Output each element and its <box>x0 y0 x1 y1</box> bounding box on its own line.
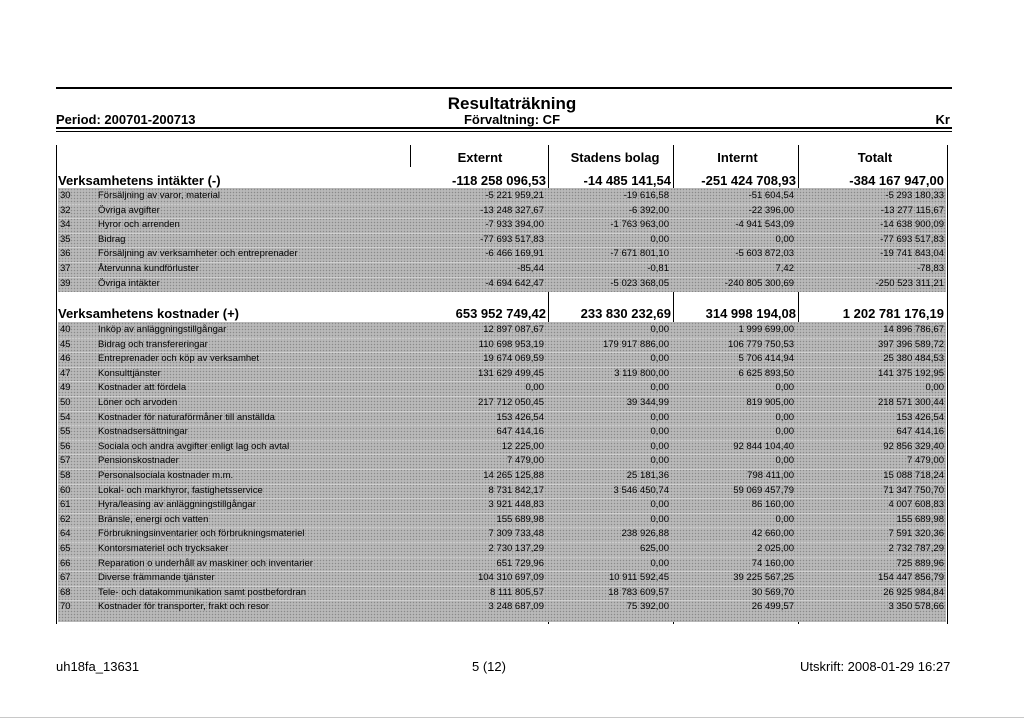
value-externt: 131 629 499,45 <box>477 367 544 379</box>
table-row <box>58 586 946 601</box>
account-code: 65 <box>60 543 71 554</box>
row-separator <box>58 204 946 205</box>
table-row <box>58 218 946 233</box>
row-separator <box>58 513 946 514</box>
table-row <box>58 396 946 411</box>
row-separator <box>58 425 946 426</box>
value-externt: 12 897 087,67 <box>483 324 544 335</box>
col-header-stadens-bolag: Stadens bolag <box>570 150 660 165</box>
value-externt: 8 731 842,17 <box>488 484 544 496</box>
value-totalt: 141 375 192,95 <box>877 367 944 379</box>
value-stadens-bolag: 75 392,00 <box>626 601 669 613</box>
account-label: Entreprenader och köp av verksamhet <box>98 353 260 365</box>
account-code: 49 <box>60 382 71 394</box>
account-code: 47 <box>60 367 71 379</box>
table-row <box>58 454 946 469</box>
row-separator <box>58 218 946 219</box>
value-totalt: 71 347 750,70 <box>883 484 944 496</box>
row-separator <box>58 557 946 558</box>
value-stadens-bolag: 0,00 <box>650 499 669 511</box>
value-externt: 7 309 733,48 <box>488 528 544 540</box>
period-label: Period: 200701-200713 <box>56 112 196 127</box>
account-code: 40 <box>60 324 71 335</box>
value-totalt: 218 571 300,44 <box>877 397 944 408</box>
value-externt: 3 248 687,09 <box>488 601 544 613</box>
value-stadens-bolag: 0,00 <box>650 233 669 245</box>
report-title: Resultaträkning <box>447 94 577 113</box>
account-label: Personalsociala kostnader m.m. <box>98 470 234 481</box>
value-totalt: 647 414,16 <box>896 426 944 438</box>
costs-total-totalt: 1 202 781 176,19 <box>842 306 944 321</box>
header-bottom-rule <box>56 127 952 129</box>
row-separator <box>58 527 946 528</box>
value-stadens-bolag: 0,00 <box>650 353 669 365</box>
account-label: Övriga intäkter <box>98 277 160 289</box>
value-totalt: -250 523 311,21 <box>875 277 944 289</box>
value-internt: 5 706 414,94 <box>738 353 794 365</box>
header-top-rule <box>56 87 952 89</box>
table-row <box>58 557 946 572</box>
row-separator <box>58 352 946 353</box>
income-total-internt: -251 424 708,93 <box>701 173 796 188</box>
costs-total-stadens: 233 830 232,69 <box>580 306 671 321</box>
costs-total-internt: 314 998 194,08 <box>705 306 796 321</box>
value-internt: -4 941 543,09 <box>735 219 794 231</box>
account-code: 66 <box>60 557 71 569</box>
page-bottom-rule <box>0 717 1024 718</box>
value-totalt: 155 689,98 <box>896 513 944 525</box>
account-code: 32 <box>60 204 71 216</box>
value-totalt: 0,00 <box>925 382 944 394</box>
row-separator <box>58 600 946 601</box>
account-label: Kostnader att fördela <box>98 382 187 394</box>
account-code: 61 <box>60 499 71 511</box>
col-header-totalt: Totalt <box>857 150 893 165</box>
value-stadens-bolag: -19 616,58 <box>623 190 669 201</box>
account-code: 55 <box>60 426 71 438</box>
costs-total-externt: 653 952 749,42 <box>455 306 546 321</box>
row-separator <box>58 454 946 455</box>
table-row <box>58 440 946 455</box>
value-internt: 42 660,00 <box>751 528 794 540</box>
row-separator <box>58 381 946 382</box>
value-totalt: 26 925 984,84 <box>883 586 944 598</box>
value-externt: -7 933 394,00 <box>485 219 544 231</box>
account-code: 70 <box>60 601 71 613</box>
value-stadens-bolag: 10 911 592,45 <box>608 572 669 584</box>
row-separator <box>58 411 946 412</box>
row-separator <box>58 498 946 499</box>
account-label: Pensionskostnader <box>98 455 179 467</box>
col-divider-1 <box>410 145 411 167</box>
table-row <box>58 262 946 277</box>
table-row <box>58 498 946 513</box>
value-externt: 651 729,96 <box>496 557 544 569</box>
value-externt: -6 466 169,91 <box>485 248 544 260</box>
value-internt: 39 225 567,25 <box>733 572 794 584</box>
value-externt: 153 426,54 <box>496 411 544 423</box>
value-stadens-bolag: 18 783 609,57 <box>608 586 669 598</box>
table-row <box>58 571 946 586</box>
account-code: 62 <box>60 513 71 525</box>
row-separator <box>58 247 946 248</box>
value-totalt: 92 856 329,40 <box>883 440 944 452</box>
value-internt: 7,42 <box>775 263 794 274</box>
account-label: Bidrag <box>98 233 126 245</box>
value-externt: 14 265 125,88 <box>483 470 544 481</box>
value-totalt: 154 447 856,79 <box>877 572 944 584</box>
account-code: 46 <box>60 353 71 365</box>
footer-page-number: 5 (12) <box>472 659 506 674</box>
value-stadens-bolag: 179 917 886,00 <box>602 338 669 350</box>
value-internt: 2 025,00 <box>757 543 794 554</box>
value-totalt: -13 277 115,67 <box>880 204 944 216</box>
table-row <box>58 277 946 292</box>
account-code: 56 <box>60 440 71 452</box>
table-row <box>58 600 946 615</box>
value-internt: 92 844 104,40 <box>733 440 794 452</box>
value-externt: -13 248 327,67 <box>480 204 544 216</box>
value-totalt: 153 426,54 <box>896 411 944 423</box>
value-internt: 0,00 <box>775 455 794 467</box>
value-totalt: -77 693 517,83 <box>880 233 944 245</box>
value-externt: -85,44 <box>517 263 544 274</box>
account-code: 35 <box>60 233 71 245</box>
value-stadens-bolag: 0,00 <box>650 440 669 452</box>
row-separator <box>58 571 946 572</box>
value-internt: 0,00 <box>775 426 794 438</box>
account-label: Tele- och datakommunikation samt postbefordran <box>98 586 307 598</box>
currency-label: Kr <box>935 112 950 127</box>
value-stadens-bolag: 0,00 <box>650 382 669 394</box>
value-internt: -240 805 300,69 <box>724 277 794 289</box>
account-code: 39 <box>60 277 71 289</box>
value-stadens-bolag: -1 763 963,00 <box>610 219 669 231</box>
value-internt: 0,00 <box>775 382 794 394</box>
value-stadens-bolag: 0,00 <box>650 324 669 335</box>
table-row <box>58 233 946 248</box>
value-internt: 30 569,70 <box>751 586 794 598</box>
account-label: Diverse främmande tjänster <box>98 572 215 584</box>
value-externt: 0,00 <box>525 382 544 394</box>
account-label: Försäljning av verksamheter och entreprenader <box>98 248 298 260</box>
value-totalt: -5 293 180,33 <box>885 190 944 201</box>
row-separator <box>58 484 946 485</box>
account-code: 68 <box>60 586 71 598</box>
account-code: 67 <box>60 572 71 584</box>
value-internt: 74 160,00 <box>751 557 794 569</box>
value-internt: 26 499,57 <box>751 601 794 613</box>
value-stadens-bolag: 238 926,88 <box>621 528 669 540</box>
value-externt: 647 414,16 <box>496 426 544 438</box>
income-section-title: Verksamhetens intäkter (-) <box>58 173 221 188</box>
value-internt: -22 396,00 <box>748 204 794 216</box>
table-row <box>58 513 946 528</box>
table-row <box>58 484 946 499</box>
value-externt: 110 698 953,19 <box>478 338 544 350</box>
account-label: Lokal- och markhyror, fastighetsservice <box>98 484 263 496</box>
value-externt: -5 221 959,21 <box>485 190 544 201</box>
table-row <box>58 189 946 204</box>
account-code: 45 <box>60 338 71 350</box>
value-stadens-bolag: 0,00 <box>650 557 669 569</box>
value-externt: -77 693 517,83 <box>480 233 544 245</box>
table-row <box>58 352 946 367</box>
value-internt: 86 160,00 <box>751 499 794 511</box>
value-totalt: 25 380 484,53 <box>883 353 944 365</box>
costs-section-title: Verksamhetens kostnader (+) <box>58 306 239 321</box>
row-separator <box>58 338 946 339</box>
value-internt: -5 603 872,03 <box>735 248 794 260</box>
header-bottom-rule-thin <box>56 131 952 132</box>
value-internt: 59 069 457,79 <box>733 484 794 496</box>
row-separator <box>58 277 946 278</box>
account-label: Kostnader för naturaförmåner till anställda <box>98 411 275 423</box>
account-label: Övriga avgifter <box>98 204 160 216</box>
value-externt: 104 310 697,09 <box>477 572 544 584</box>
income-total-externt: -118 258 096,53 <box>452 173 546 188</box>
value-stadens-bolag: 3 119 800,00 <box>614 367 669 379</box>
account-label: Inköp av anläggningstillgångar <box>98 324 227 335</box>
account-label: Löner och arvoden <box>98 397 178 408</box>
value-internt: 1 999 699,00 <box>738 324 794 335</box>
value-stadens-bolag: 625,00 <box>639 543 669 554</box>
income-total-totalt: -384 167 947,00 <box>849 173 944 188</box>
value-internt: 819 905,00 <box>746 397 794 408</box>
value-stadens-bolag: 0,00 <box>650 411 669 423</box>
row-separator <box>58 469 946 470</box>
table-row <box>58 323 946 338</box>
value-externt: 19 674 069,59 <box>483 353 544 365</box>
account-code: 34 <box>60 219 71 231</box>
value-totalt: -78,83 <box>917 263 944 274</box>
value-totalt: 725 889,96 <box>896 557 944 569</box>
table-row <box>58 542 946 557</box>
account-label: Kostnadsersättningar <box>98 426 188 438</box>
value-internt: -51 604,54 <box>748 190 794 201</box>
col-header-internt: Internt <box>717 150 758 165</box>
account-code: 37 <box>60 263 71 274</box>
account-code: 50 <box>60 397 71 408</box>
value-stadens-bolag: 0,00 <box>650 426 669 438</box>
value-internt: 798 411,00 <box>747 470 794 481</box>
value-stadens-bolag: -0,81 <box>647 263 669 274</box>
value-totalt: -19 741 843,04 <box>880 248 944 260</box>
table-row <box>58 469 946 484</box>
row-separator <box>58 440 946 441</box>
account-code: 30 <box>60 190 71 201</box>
table-row <box>58 204 946 219</box>
account-label: Konsulttjänster <box>98 367 161 379</box>
value-stadens-bolag: -7 671 801,10 <box>610 248 669 260</box>
value-totalt: 7 591 320,36 <box>888 528 944 540</box>
value-totalt: 4 007 608,83 <box>888 499 944 511</box>
account-label: Förbrukningsinventarier och förbrukningsmateriel <box>98 528 305 540</box>
value-stadens-bolag: 25 181,36 <box>626 470 669 481</box>
value-externt: 12 225,00 <box>501 440 544 452</box>
footer-doc-id: uh18fa_13631 <box>56 659 140 674</box>
footer-print-date: Utskrift: 2008-01-29 16:27 <box>800 659 951 674</box>
value-externt: 8 111 805,57 <box>489 586 544 598</box>
table-row <box>58 381 946 396</box>
value-internt: 0,00 <box>775 233 794 245</box>
value-internt: 106 779 750,53 <box>727 338 794 350</box>
value-totalt: 2 732 787,29 <box>888 543 944 554</box>
value-stadens-bolag: 0,00 <box>650 513 669 525</box>
col-header-externt: Externt <box>457 150 503 165</box>
value-stadens-bolag: 3 546 450,74 <box>613 484 669 496</box>
account-label: Hyra/leasing av anläggningstillgångar <box>98 499 256 511</box>
row-separator <box>58 233 946 234</box>
table-row <box>58 367 946 382</box>
value-internt: 0,00 <box>775 411 794 423</box>
account-code: 64 <box>60 528 71 540</box>
value-externt: 2 730 137,29 <box>488 543 544 554</box>
value-internt: 0,00 <box>775 513 794 525</box>
account-label: Försäljning av varor, material <box>98 190 220 201</box>
account-code: 36 <box>60 248 71 260</box>
value-externt: 3 921 448,83 <box>488 499 544 511</box>
value-totalt: 3 350 578,66 <box>888 601 944 613</box>
table-row <box>58 247 946 262</box>
value-stadens-bolag: -5 023 368,05 <box>610 277 669 289</box>
account-label: Kontorsmateriel och trycksaker <box>98 543 229 554</box>
account-label: Bränsle, energi och vatten <box>98 513 209 525</box>
value-totalt: 397 396 589,72 <box>877 338 944 350</box>
table-row <box>58 527 946 542</box>
row-separator <box>58 367 946 368</box>
value-stadens-bolag: -6 392,00 <box>628 204 669 216</box>
account-label: Återvunna kundförluster <box>98 263 199 274</box>
value-externt: 7 479,00 <box>507 455 544 467</box>
account-code: 54 <box>60 411 71 423</box>
account-code: 60 <box>60 484 71 496</box>
value-totalt: -14 638 900,09 <box>880 219 944 231</box>
value-externt: 217 712 050,45 <box>477 397 544 408</box>
value-externt: 155 689,98 <box>496 513 544 525</box>
value-stadens-bolag: 39 344,99 <box>626 397 669 408</box>
table-right-border <box>947 145 948 624</box>
table-row <box>58 338 946 353</box>
account-code: 58 <box>60 470 71 481</box>
row-separator <box>58 542 946 543</box>
table-left-border <box>56 145 57 624</box>
table-row <box>58 411 946 426</box>
value-internt: 6 625 893,50 <box>738 367 794 379</box>
row-separator <box>58 396 946 397</box>
row-separator <box>58 586 946 587</box>
income-total-stadens: -14 485 141,54 <box>583 173 671 188</box>
account-label: Hyror och arrenden <box>98 219 180 231</box>
account-label: Sociala och andra avgifter enligt lag och avtal <box>98 440 290 452</box>
account-label: Bidrag och transfereringar <box>98 338 208 350</box>
account-label: Kostnader för transporter, frakt och resor <box>98 601 270 613</box>
row-separator <box>58 262 946 263</box>
value-totalt: 15 088 718,24 <box>883 470 944 481</box>
value-externt: -4 694 642,47 <box>485 277 544 289</box>
account-label: Reparation o underhåll av maskiner och inventarier <box>98 557 313 569</box>
table-row <box>58 425 946 440</box>
value-totalt: 7 479,00 <box>907 455 944 467</box>
account-code: 57 <box>60 455 71 467</box>
report-subtitle: Förvaltning: CF <box>463 112 561 127</box>
value-stadens-bolag: 0,00 <box>650 455 669 467</box>
value-totalt: 14 896 786,67 <box>883 324 944 335</box>
